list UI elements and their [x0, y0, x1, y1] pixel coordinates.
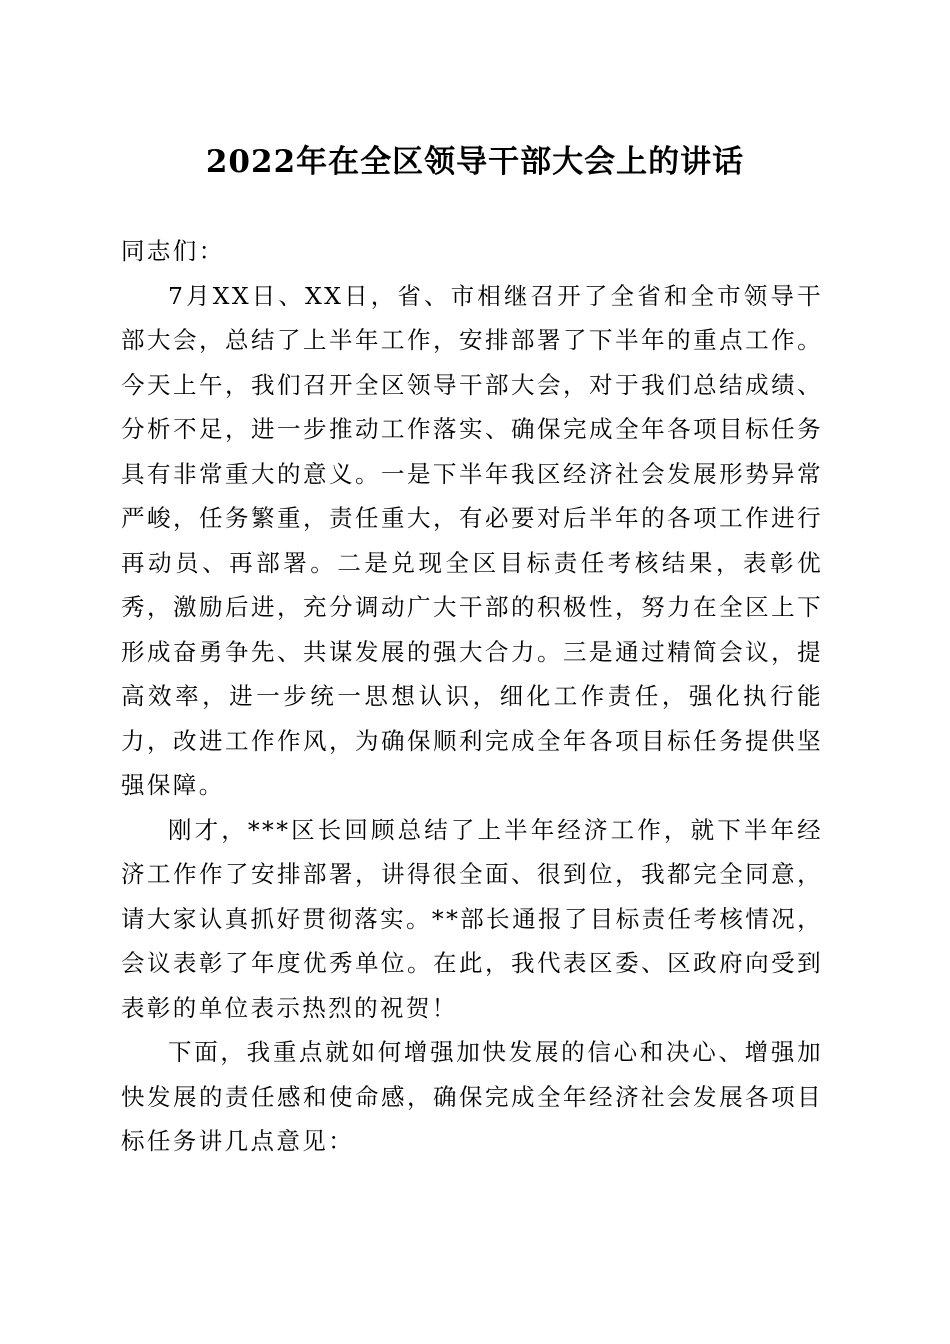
paragraph-3: 下面，我重点就如何增强加快发展的信心和决心、增强加快发展的责任感和使命感，确保完成全年经济社会发展各项目标任务讲几点意见： [121, 1038, 823, 1155]
paragraph-2: 刚才，***区长回顾总结了上半年经济工作，就下半年经济工作作了安排部署，讲得很全面、很到位，我都完全同意，请大家认真抓好贯彻落实。**部长通报了目标责任考核情况，会议表彰了年度优秀单位。在此，我代表区委、区政府向受到表彰的单位表示热烈的祝贺！ [121, 815, 823, 1022]
paragraph-1: 7月XX日、XX日，省、市相继召开了全省和全市领导干部大会，总结了上半年工作，安排部署了下半年的重点工作。今天上午，我们召开全区领导干部大会，对于我们总结成绩、分析不足，进一步推动工作落实、确保完成全年各项目标任务具有非常重大的意义。一是下半年我区经济社会发展形势异常严峻，任务繁重，责任重大，有必要对后半年的各项工作进行再动员、再部署。二是兑现全区目标责任考核结果，表彰优秀，激励后进，充分调动广大干部的积极性，努力在全区上下形成奋勇争先、共谋发展的强大合力。三是通过精简会议，提高效率，进一步统一思想认识，细化工作责任，强化执行能力，改进工作作风，为确保顺利完成全年各项目标任务提供坚强保障。 [121, 281, 823, 799]
salutation: 同志们： [121, 237, 225, 265]
document-title: 2022年在全区领导干部大会上的讲话 [205, 144, 745, 180]
document-body [121, 229, 823, 1164]
